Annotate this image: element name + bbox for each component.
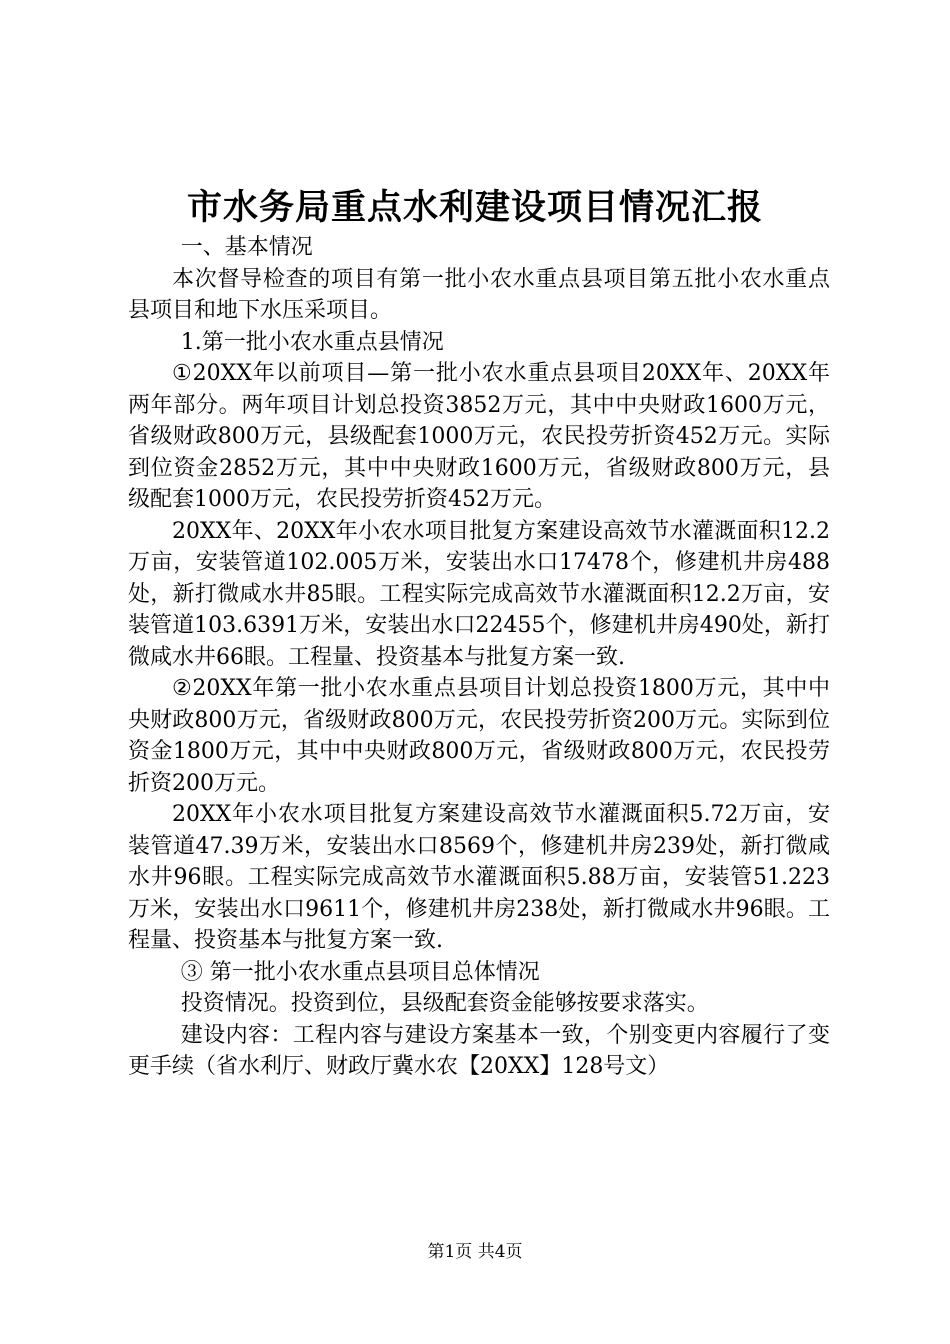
document-body <box>128 232 830 1083</box>
section-heading-basic-info: 一、基本情况 <box>180 235 313 260</box>
page-number-footer: 第1页 共4页 <box>427 1242 523 1262</box>
paragraph-item-1-construction: 20XX年、20XX年小农水项目批复方案建设高效节水灌溉面积12.2万亩，安装管道102.005万米，安装出水口17478个，修建机井房488处，新打微咸水井85眼。工程实际完成高效节水灌溉面积12.2万亩，安装管道103.6391万米，安装出水口22455个，修建机井房490处，新打微咸水井66眼。工程量、投资基本与批复方案一致. <box>128 518 830 670</box>
paragraph-item-1-investment: ①20XX年以前项目—第一批小农水重点县项目20XX年、20XX年两年部分。两年项目计划总投资3852万元，其中中央财政1600万元，省级财政800万元，县级配套1000万元，农民投劳折资452万元。实际到位资金2852万元，其中中央财政1600万元，省级财政800万元，县级配套1000万元，农民投劳折资452万元。 <box>128 361 830 512</box>
paragraph-intro: 本次督导检查的项目有第一批小农水重点县项目第五批小农水重点县项目和地下水压采项目。 <box>128 266 830 323</box>
document-title: 市水务局重点水利建设项目情况汇报 <box>186 187 763 228</box>
paragraph-item-2-construction: 20XX年小农水项目批复方案建设高效节水灌溉面积5.72万亩，安装管道47.39万米，安装出水口8569个，修建机井房239处，新打微咸水井96眼。工程实际完成高效节水灌溉面积5.88万亩，安装管51.223万米，安装出水口9611个，修建机井房238处，新打微咸水井96眼。工程量、投资基本与批复方案一致. <box>128 802 830 953</box>
paragraph-construction-content: 建设内容：工程内容与建设方案基本一致，个别变更内容履行了变更手续（省水利厅、财政厅冀水农【20XX】128号文） <box>128 1022 830 1079</box>
paragraph-item-2-investment: ②20XX年第一批小农水重点县项目计划总投资1800万元，其中中央财政800万元，省级财政800万元，农民投劳折资200万元。实际到位资金1800万元，其中中央财政800万元，省级财政800万元，农民投劳折资200万元。 <box>128 676 830 796</box>
subsection-heading-overall: ③ 第一批小农水重点县项目总体情况 <box>180 959 540 985</box>
subsection-heading-first-batch: 1.第一批小农水重点县情况 <box>180 329 444 355</box>
paragraph-investment-status: 投资情况。投资到位，县级配套资金能够按要求落实。 <box>180 991 709 1016</box>
